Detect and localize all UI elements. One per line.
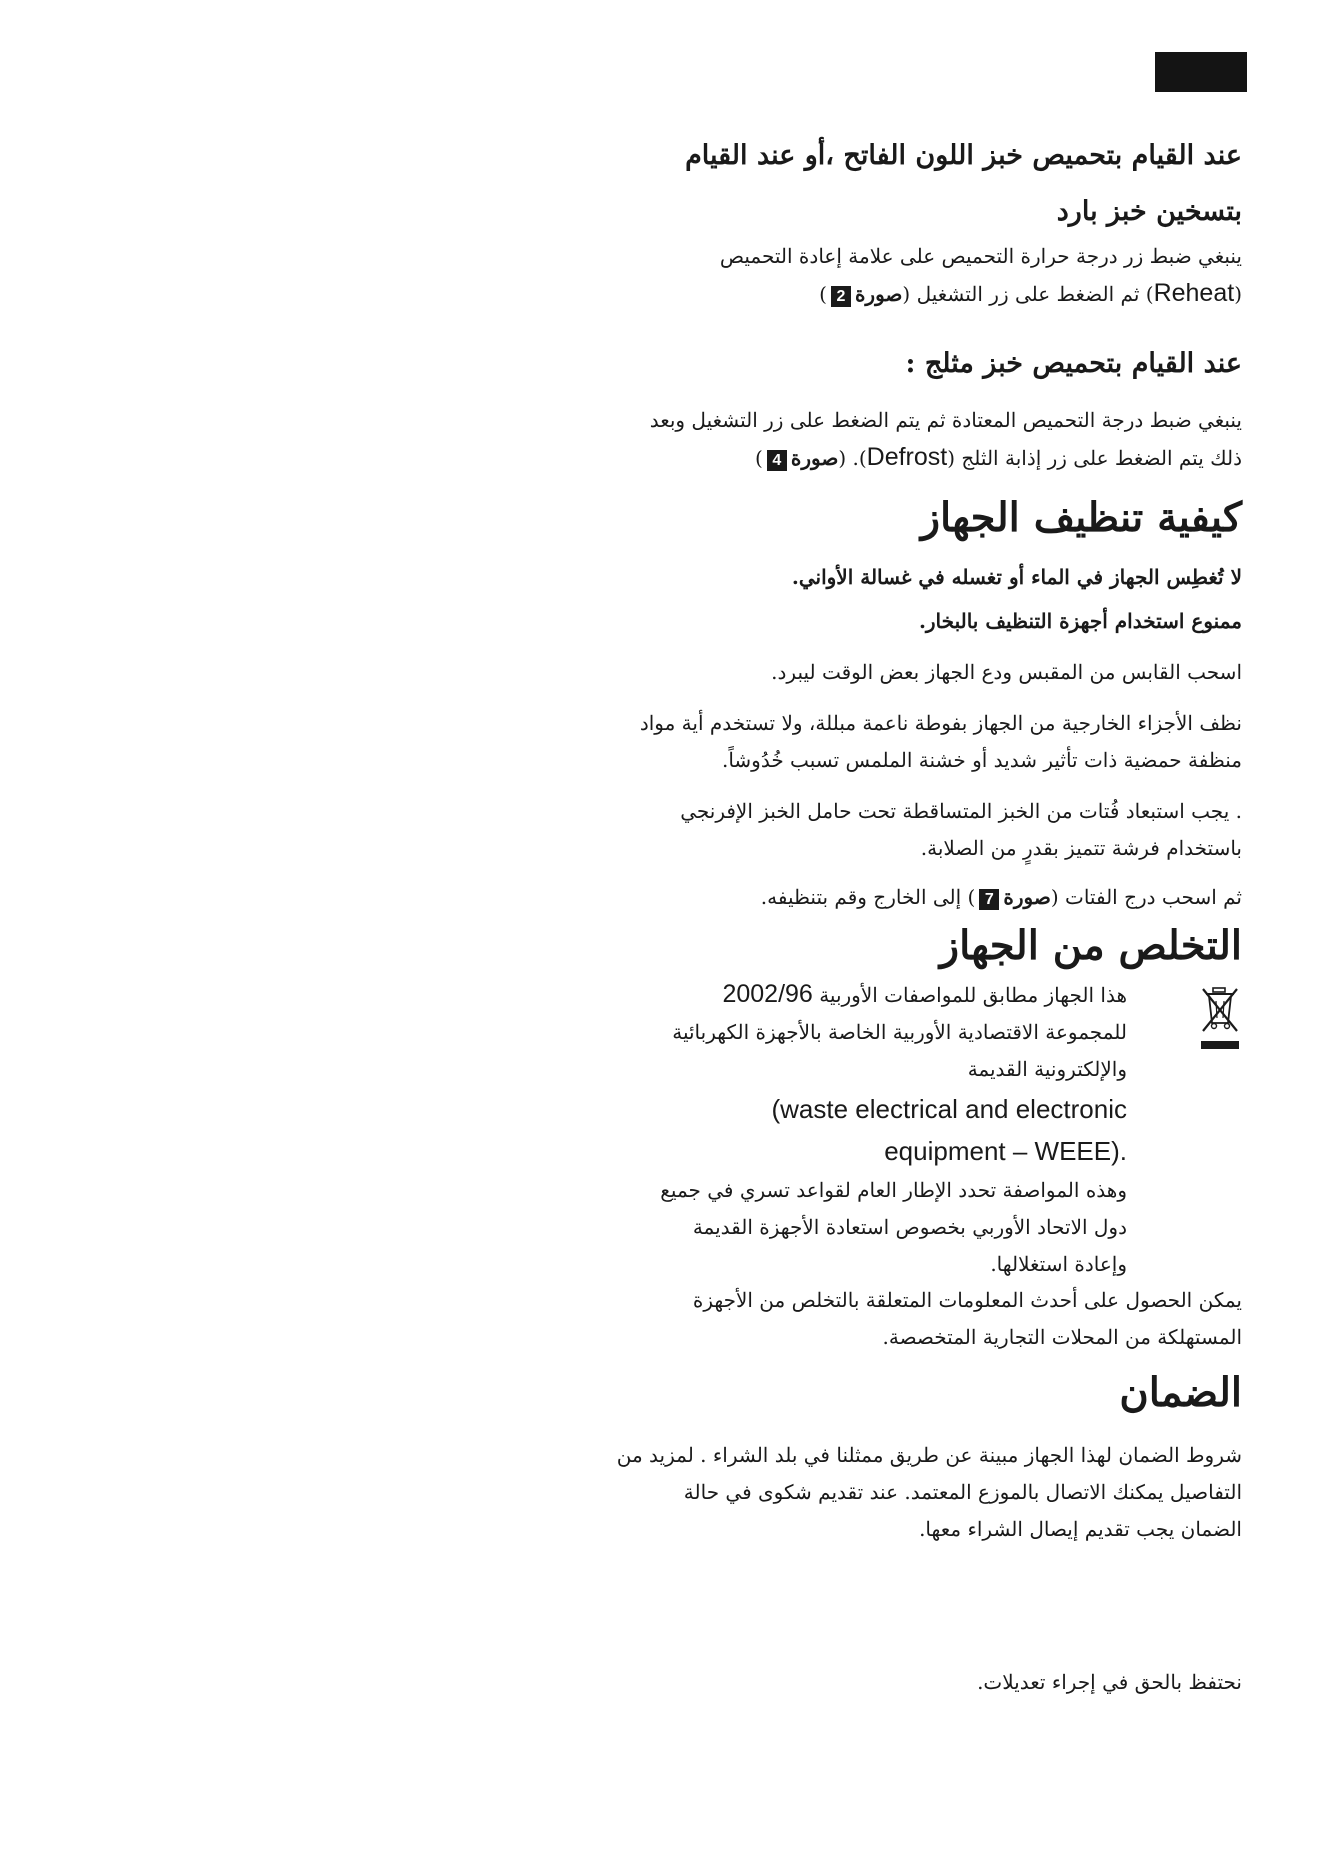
section-title: كيفية تنظيف الجهاز [920, 494, 1242, 541]
paragraph-line: والإلكترونية القديمة [967, 1057, 1127, 1081]
paragraph-line [607, 976, 1127, 1014]
paragraph-line: منظفة حمضية ذات تأثير شديد أو خشنة الملمس تسبب خُدُوشاً. [721, 748, 1242, 772]
reheat-label: Reheat [1153, 279, 1235, 307]
paragraph-line: . يجب استبعاد فُتات من الخبز المتساقطة تحت حامل الخبز الإفرنجي [680, 799, 1242, 823]
paragraph-line: باستخدام فرشة تتميز بقدرٍ من الصلابة. [920, 836, 1242, 860]
cleaning-instructions [602, 654, 1242, 916]
text: ) ثم الضغط على زر التشغيل ( [902, 282, 1154, 306]
paragraph-line: ينبغي ضبط درجة التحميص المعتادة ثم يتم الضغط على زر التشغيل وبعد [649, 408, 1242, 432]
paragraph-line-latin: .(equipment – WEEE [884, 1136, 1127, 1166]
section-title: الضمان [1119, 1369, 1242, 1416]
section-title: التخلص من الجهاز [939, 922, 1242, 969]
footer-text: نحتفظ بالحق في إجراء تعديلات. [977, 1670, 1242, 1694]
section-heading: عند القيام بتحميص خبز مثلج : [905, 348, 1242, 379]
text: ( [1234, 282, 1242, 306]
warning-line: لا تُغطِس الجهاز في الماء أو تغسله في غسالة الأواني. [791, 565, 1242, 589]
figure-word: صورة [790, 446, 839, 470]
weee-notice [607, 976, 1127, 1283]
text: ). ( [838, 446, 867, 470]
paragraph-line: وإعادة استغلالها. [990, 1252, 1127, 1276]
warranty-text [602, 1437, 1242, 1548]
defrost-label: Defrost [866, 443, 948, 471]
paragraph-line: وهذه المواصفة تحدد الإطار العام لقواعد تسري في جميع [660, 1178, 1127, 1202]
figure-word: صورة [1003, 885, 1051, 909]
section-warranty [602, 1363, 1242, 1423]
text: ) [819, 282, 827, 306]
figure-number-badge: 7 [979, 889, 999, 910]
text: هذا الجهاز مطابق للمواصفات الأوربية [819, 983, 1127, 1007]
text: ثم اسحب درج الفتات ( [1050, 885, 1242, 909]
text: ذلك يتم الضغط على زر إذابة الثلج ( [947, 446, 1242, 470]
text: ) إلى الخارج وقم بتنظيفه. [760, 885, 976, 909]
disposal-info [602, 1282, 1242, 1356]
paragraph-line: يمكن الحصول على أحدث المعلومات المتعلقة بالتخلص من الأجهزة [692, 1288, 1242, 1312]
section-frozen-bread [602, 336, 1242, 392]
footer-note [602, 1664, 1242, 1701]
section-light-bread [602, 128, 1242, 240]
section-disposal [602, 916, 1242, 976]
paragraph-line: المستهلكة من المحلات التجارية المتخصصة. [882, 1325, 1242, 1349]
paragraph-line: التفاصيل يمكنك الاتصال بالموزع المعتمد. عند تقديم شكوى في حالة [683, 1480, 1242, 1504]
figure-number-badge: 4 [767, 450, 787, 471]
directive-number: 2002/96 [722, 980, 813, 1008]
section-cleaning [602, 488, 1242, 548]
section-light-bread-text [602, 238, 1242, 313]
warning-line: ممنوع استخدام أجهزة التنظيف بالبخار. [918, 609, 1242, 633]
paragraph-line: الضمان يجب تقديم إيصال الشراء معها. [919, 1517, 1242, 1541]
figure-word: صورة [854, 282, 903, 306]
figure-number-badge: 2 [831, 286, 851, 307]
paragraph-line: اسحب القابس من المقبس ودع الجهاز بعض الوقت ليبرد. [771, 660, 1242, 684]
language-tab-marker [1155, 52, 1247, 92]
paragraph-line-latin: waste electrical and electronic) [771, 1094, 1127, 1124]
paragraph-line: شروط الضمان لهذا الجهاز مبينة عن طريق ممثلنا في بلد الشراء . لمزيد من [616, 1443, 1242, 1467]
paragraph-line [602, 275, 1242, 313]
paragraph-line: ينبغي ضبط زر درجة حرارة التحميص على علامة إعادة التحميص [719, 244, 1242, 268]
crossed-out-bin-icon [1198, 985, 1242, 1051]
section-heading: عند القيام بتحميص خبز اللون الفاتح ،أو عند القيام بتسخين خبز بارد [685, 140, 1242, 227]
paragraph-line [602, 439, 1242, 477]
paragraph-line: دول الاتحاد الأوربي بخصوص استعادة الأجهزة القديمة [692, 1215, 1127, 1239]
section-frozen-bread-text [602, 402, 1242, 477]
text: ) [755, 446, 763, 470]
paragraph-line [602, 879, 1242, 916]
paragraph-line: للمجموعة الاقتصادية الأوربية الخاصة بالأجهزة الكهربائية [672, 1020, 1127, 1044]
paragraph-line: نظف الأجزاء الخارجية من الجهاز بفوطة ناعمة مبللة، ولا تستخدم أية مواد [639, 711, 1242, 735]
cleaning-warnings [602, 558, 1242, 640]
